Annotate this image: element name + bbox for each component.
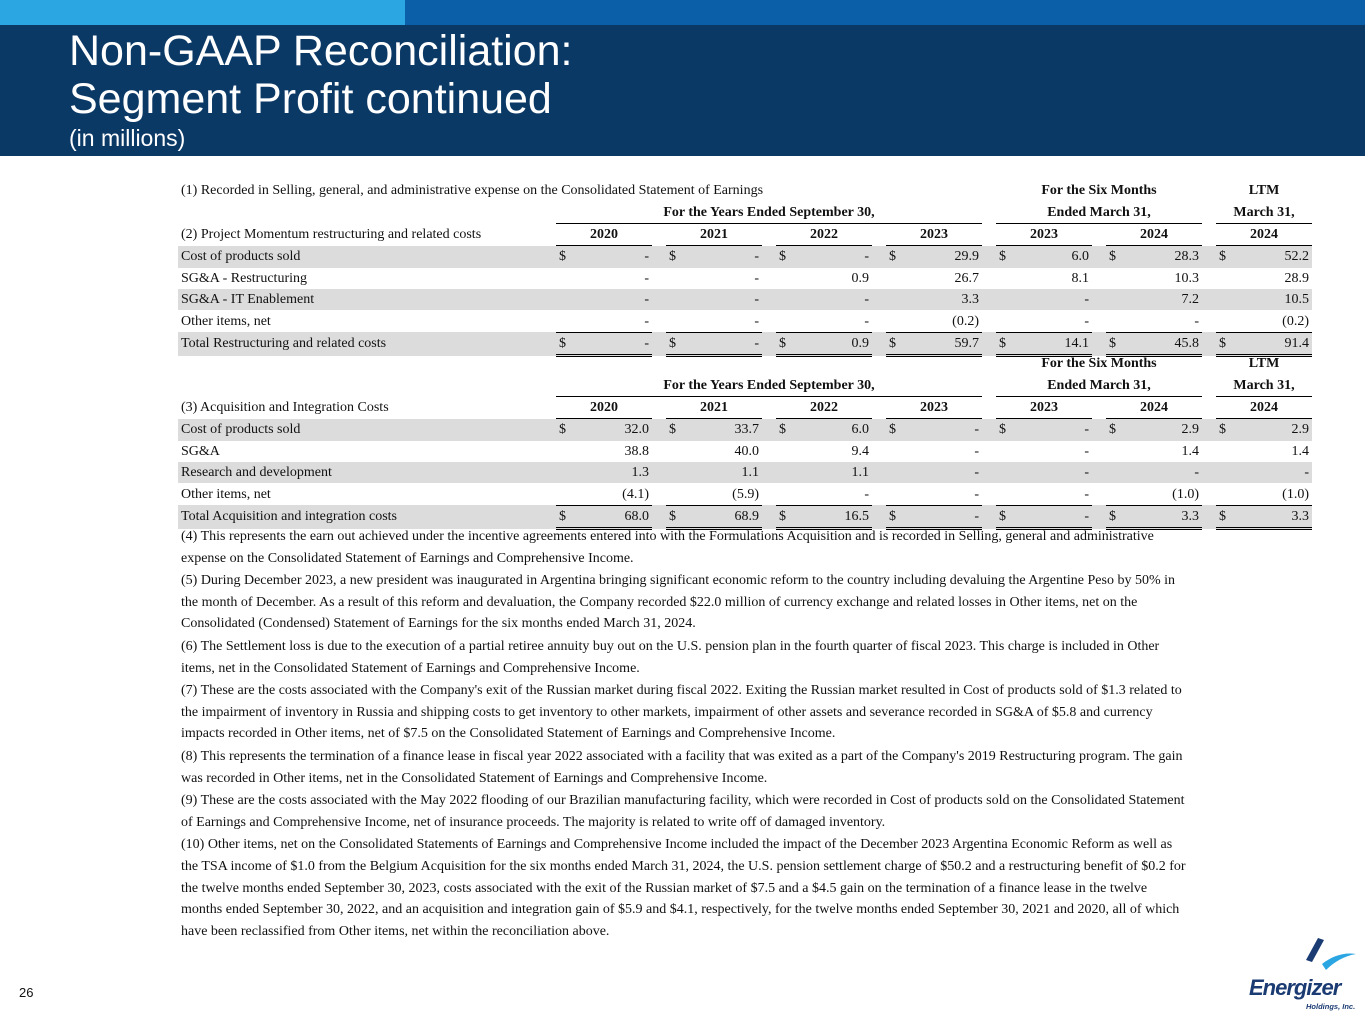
table2-currency-symbol (1216, 483, 1262, 505)
table1-cell-value: 59.7 (932, 332, 982, 355)
table1-currency-symbol (1106, 310, 1152, 332)
table1-years-header: For the Years Ended September 30, (556, 201, 982, 223)
table2-years-header: For the Years Ended September 30, (556, 374, 982, 396)
table2-cell-value: 2.9 (1262, 419, 1312, 441)
table1-currency-symbol: $ (996, 246, 1042, 268)
table2-row (178, 419, 1312, 441)
table1-cell-value: 10.5 (1262, 289, 1312, 310)
page-number: 26 (19, 985, 34, 1000)
table1-six-months-header: For the Six Months (1041, 183, 1157, 199)
table1-march-header: March 31, (1216, 201, 1312, 223)
footnote: (6) The Settlement loss is due to the execution of a partial retiree annuity buy out on the U.S. pension plan in the fourth quarter of fiscal 2023. This charge is included in Other items, net in the Consolidated Statement of Earnings and Comprehensive Income. (181, 638, 1160, 676)
acquisition-table (178, 353, 1312, 530)
table2-currency-symbol (556, 462, 602, 483)
table2-cell-value: 1.1 (712, 462, 762, 483)
table1-currency-symbol (1216, 310, 1262, 332)
table1-col-year: 2023 (996, 223, 1092, 245)
table1-cell-value: 45.8 (1152, 332, 1202, 355)
table1-cell-value: 8.1 (1071, 270, 1089, 286)
table1-cell-value: 7.2 (1152, 289, 1202, 310)
table1-ltm-header: LTM (1248, 183, 1280, 199)
table1-currency-symbol: $ (1216, 332, 1262, 355)
table2-currency-symbol: $ (1106, 505, 1152, 528)
table1-currency-symbol (886, 268, 932, 289)
table2-currency-symbol (886, 441, 932, 462)
table2-cell-value: - (1042, 483, 1092, 505)
table1-currency-symbol (776, 289, 822, 310)
table1-cell-value: 0.9 (822, 332, 872, 355)
table2-six-months-header: For the Six Months (1041, 356, 1157, 372)
logo-swoosh-icon (1240, 930, 1360, 980)
table2-cell-value: 9.4 (851, 443, 869, 459)
table2-cell-value: - (932, 483, 982, 505)
table2-cell-value: - (822, 483, 872, 505)
table1-cell-value: 10.3 (1174, 270, 1199, 286)
table2-col-year: 2020 (556, 396, 652, 418)
table1-cell-value: - (712, 332, 762, 355)
table1-currency-symbol (996, 289, 1042, 310)
table2-currency-symbol (666, 462, 712, 483)
table2-col-year: 2023 (886, 396, 982, 418)
table1-currency-symbol (556, 268, 602, 289)
table1-col-year: 2022 (776, 223, 872, 245)
table2-march-header: March 31, (1216, 374, 1312, 396)
footnotes (181, 526, 1191, 943)
table1-currency-symbol (1216, 289, 1262, 310)
table2-cell-value: (4.1) (602, 483, 652, 505)
table1-cell-value: 29.9 (932, 246, 982, 268)
table2-row (178, 441, 1312, 462)
table2-currency-symbol: $ (556, 419, 602, 441)
table1-col-year: 2024 (1216, 223, 1312, 245)
table2-cell-value: 6.0 (822, 419, 872, 441)
table1-header-row-2 (178, 201, 1312, 223)
table1-cell-value: - (602, 310, 652, 332)
table2-header-row-1 (178, 353, 1312, 374)
table1-cell-value: 91.4 (1262, 332, 1312, 355)
table2-currency-symbol (996, 483, 1042, 505)
table1-row-label: Other items, net (181, 313, 271, 329)
slide-header (0, 25, 1365, 156)
table2-cell-value: 1.3 (602, 462, 652, 483)
table1-cell-value: - (1042, 310, 1092, 332)
table1-cell-value: (0.2) (932, 310, 982, 332)
table1-cell-value: 26.7 (954, 270, 979, 286)
table1-note: (1) Recorded in Selling, general, and administrative expense on the Consolidated Statement of Earnings (181, 183, 764, 199)
logo-subtext: Holdings, Inc. (1306, 1002, 1356, 1011)
table1-currency-symbol: $ (1106, 332, 1152, 355)
table2-currency-symbol (886, 483, 932, 505)
footnote: (7) These are the costs associated with the Company's exit of the Russian market during fiscal 2022. Exiting the Russian market resulted in Cost of products sold of $1.3 related to the impairment of inventory in Russia and shipping costs to get inventory to other markets, impairment of other assets and severance recorded in SG&A of $5.8 and currency impacts recorded in Other items, net of $7.5 on the Consolidated Statement of Earnings and Comprehensive Income. (181, 683, 1182, 742)
table1-currency-symbol (886, 289, 932, 310)
table2-col-year: 2021 (666, 396, 762, 418)
table1-cell-value: 3.3 (932, 289, 982, 310)
table1-currency-symbol (556, 310, 602, 332)
table1-currency-symbol: $ (776, 246, 822, 268)
table1-section-label: (2) Project Momentum restructuring and related costs (181, 226, 482, 242)
table1-year-row (178, 223, 1312, 245)
table2-cell-value: 2.9 (1152, 419, 1202, 441)
table2-section-label: (3) Acquisition and Integration Costs (181, 399, 389, 415)
table2-currency-symbol: $ (556, 505, 602, 528)
table1-row (178, 289, 1312, 310)
slide-subtitle: (in millions) (69, 125, 186, 151)
table1-cell-value: - (822, 289, 872, 310)
footnote: (5) During December 2023, a new president was inaugurated in Argentina bringing significant economic reform to the country including devaluing the Argentine Peso by 50% in the month of December. As a result of this reform and devaluation, the Company recorded $22.0 million of currency exchange and related losses in Other items, net on the Consolidated (Condensed) Statement of Earnings for the six months ended March 31, 2024. (181, 573, 1176, 632)
table2-row-label: Other items, net (181, 486, 271, 502)
table2-cell-value: - (1152, 462, 1202, 483)
footnote: (4) This represents the earn out achieved under the incentive agreements entered into with the Formulations Acquisition and is recorded in Selling, general and administrative expense on the Consolidated Statement of Earnings and Comprehensive Income. (181, 529, 1154, 566)
table1-currency-symbol (666, 310, 712, 332)
table1-row-label: SG&A - IT Enablement (178, 289, 556, 310)
table2-row-label: Research and development (178, 462, 556, 483)
table1-currency-symbol: $ (666, 246, 712, 268)
table2-cell-value: (5.9) (712, 483, 762, 505)
table2-cell-value: 68.0 (602, 505, 652, 528)
table2-cell-value: - (932, 505, 982, 528)
table1-cell-value: 0.9 (851, 270, 869, 286)
table2-currency-symbol (666, 483, 712, 505)
table2-body (178, 419, 1312, 529)
table1-col-year: 2024 (1106, 223, 1202, 245)
footnote: (9) These are the costs associated with the May 2022 flooding of our Brazilian manufacturing facility, which were recorded in Cost of products sold on the Consolidated Statement of Earnings and Comprehensive Income, net of insurance proceeds. The majority is related to write off of damaged inventory. (181, 793, 1185, 830)
table1-row-label: Total Restructuring and related costs (178, 332, 556, 355)
table2-currency-symbol (1106, 462, 1152, 483)
table2-currency-symbol (996, 441, 1042, 462)
table2-currency-symbol (556, 441, 602, 462)
table1-cell-value: - (644, 270, 649, 286)
table2-row-label: Cost of products sold (178, 419, 556, 441)
table2-currency-symbol (1216, 462, 1262, 483)
table2-cell-value: - (1042, 419, 1092, 441)
table1-cell-value: - (602, 332, 652, 355)
table2-cell-value: - (1084, 443, 1089, 459)
table1-cell-value: - (1152, 310, 1202, 332)
table2-currency-symbol: $ (1216, 419, 1262, 441)
table2-cell-value: - (932, 419, 982, 441)
table2-cell-value: - (974, 443, 979, 459)
table1-cell-value: - (754, 270, 759, 286)
table2-currency-symbol: $ (1216, 505, 1262, 528)
table1-cell-value: 14.1 (1042, 332, 1092, 355)
table1-body (178, 246, 1312, 356)
table1-cell-value: 28.9 (1284, 270, 1309, 286)
table2-cell-value: 1.4 (1291, 443, 1309, 459)
table1-row (178, 310, 1312, 332)
table1-col-year: 2023 (886, 223, 982, 245)
table2-col-year: 2024 (1106, 396, 1202, 418)
table2-currency-symbol (996, 462, 1042, 483)
table1-cell-value: - (712, 310, 762, 332)
table1-currency-symbol (776, 268, 822, 289)
table2-currency-symbol: $ (996, 505, 1042, 528)
table2-cell-value: 1.4 (1181, 443, 1199, 459)
table1-currency-symbol (1216, 268, 1262, 289)
table2-col-year: 2023 (996, 396, 1092, 418)
table2-cell-value: - (932, 462, 982, 483)
table1-row (178, 246, 1312, 268)
table1-currency-symbol (996, 268, 1042, 289)
top-accent-bar-dark (405, 0, 1365, 25)
table2-ended-march-header: Ended March 31, (996, 374, 1202, 396)
table2-currency-symbol: $ (666, 505, 712, 528)
table1-currency-symbol: $ (996, 332, 1042, 355)
table2-header-row-2 (178, 374, 1312, 396)
logo-wordmark: Energizer (1249, 975, 1341, 1000)
table2-year-row (178, 396, 1312, 418)
table2-row-label: Total Acquisition and integration costs (178, 505, 556, 528)
table1-row-label: SG&A - Restructuring (181, 270, 307, 286)
table1-cell-value: (0.2) (1262, 310, 1312, 332)
table2-cell-value: 3.3 (1262, 505, 1312, 528)
table2-currency-symbol (776, 483, 822, 505)
table1-currency-symbol: $ (666, 332, 712, 355)
table2-cell-value: - (1042, 505, 1092, 528)
table2-cell-value: 38.8 (624, 443, 649, 459)
table2-row (178, 462, 1312, 483)
table1-currency-symbol (776, 310, 822, 332)
table1-currency-symbol: $ (556, 332, 602, 355)
table2-currency-symbol (886, 462, 932, 483)
table2-cell-value: 33.7 (712, 419, 762, 441)
table1-cell-value: 52.2 (1262, 246, 1312, 268)
footnote: (8) This represents the termination of a finance lease in fiscal year 2022 associated with a facility that was exited as a part of the Company's 2019 Restructuring program. The gain was recorded in Other items, net in the Consolidated Statement of Earnings and Comprehensive Income. (181, 748, 1183, 786)
table1-cell-value: - (822, 246, 872, 268)
table2-currency-symbol (776, 441, 822, 462)
restructuring-table (178, 180, 1312, 357)
table1-col-year: 2020 (556, 223, 652, 245)
table1-cell-value: - (822, 310, 872, 332)
table2-cell-value: 16.5 (822, 505, 872, 528)
table1-cell-value: - (602, 289, 652, 310)
table1-currency-symbol (666, 289, 712, 310)
table1-row-label: Cost of products sold (178, 246, 556, 268)
table2-currency-symbol (1216, 441, 1262, 462)
table2-cell-value: 40.0 (734, 443, 759, 459)
table1-header-row-1 (178, 180, 1312, 201)
table1-currency-symbol (556, 289, 602, 310)
table1-currency-symbol (666, 268, 712, 289)
table1-row (178, 268, 1312, 289)
table1-currency-symbol (886, 310, 932, 332)
table1-cell-value: - (1042, 289, 1092, 310)
table2-currency-symbol (1106, 441, 1152, 462)
table1-cell-value: - (712, 289, 762, 310)
table2-currency-symbol (776, 462, 822, 483)
table2-currency-symbol: $ (776, 505, 822, 528)
table2-currency-symbol (1106, 483, 1152, 505)
table2-currency-symbol: $ (1106, 419, 1152, 441)
table2-cell-value: 68.9 (712, 505, 762, 528)
table2-ltm-header: LTM (1248, 356, 1280, 372)
title-line-2: Segment Profit continued (69, 75, 552, 123)
table1-currency-symbol (1106, 289, 1152, 310)
table1-currency-symbol: $ (556, 246, 602, 268)
table2-currency-symbol: $ (886, 419, 932, 441)
table1-currency-symbol: $ (776, 332, 822, 355)
table1-currency-symbol (1106, 268, 1152, 289)
table2-col-year: 2024 (1216, 396, 1312, 418)
table2-currency-symbol: $ (996, 419, 1042, 441)
table2-cell-value: 32.0 (602, 419, 652, 441)
table2-currency-symbol (666, 441, 712, 462)
slide-title (69, 27, 573, 123)
top-accent-bar-light (0, 0, 405, 25)
title-line-1: Non-GAAP Reconciliation: (69, 27, 573, 75)
table2-cell-value: - (1262, 462, 1312, 483)
energizer-logo (1240, 930, 1360, 1020)
table1-cell-value: - (602, 246, 652, 268)
footnote: (10) Other items, net on the Consolidated Statements of Earnings and Comprehensive Income included the impact of the December 2023 Argentina Economic Reform as well as the TSA income of $1.0 from the Belgium Acquisition for the six months ended March 31, 2024, the U.S. pension settlement charge of $50.2 and a restructuring benefit of $0.2 for the twelve months ended September 30, 2023, costs associated with the exit of the Russian market of $7.5 and a $4.5 gain on the termination of a finance lease in the twelve months ended September 30, 2022, and an acquisition and integration gain of $5.9 and $4.1, respectively, for the twelve months ended September 30, 2021 and 2020, all of which have been reclassified from Other items, net within the reconciliation above. (181, 837, 1186, 939)
table2-row (178, 483, 1312, 505)
table1-ended-march-header: Ended March 31, (996, 201, 1202, 223)
table2-row-label: SG&A (181, 443, 220, 459)
table2-cell-value: 3.3 (1152, 505, 1202, 528)
table1-cell-value: 6.0 (1042, 246, 1092, 268)
table1-cell-value: - (712, 246, 762, 268)
table1-col-year: 2021 (666, 223, 762, 245)
table1-currency-symbol: $ (886, 246, 932, 268)
table1-currency-symbol: $ (886, 332, 932, 355)
table2-currency-symbol: $ (666, 419, 712, 441)
table2-currency-symbol: $ (886, 505, 932, 528)
table1-currency-symbol: $ (1106, 246, 1152, 268)
table2-cell-value: (1.0) (1262, 483, 1312, 505)
table1-currency-symbol (996, 310, 1042, 332)
table1-currency-symbol: $ (1216, 246, 1262, 268)
table2-currency-symbol: $ (776, 419, 822, 441)
table2-currency-symbol (556, 483, 602, 505)
table2-col-year: 2022 (776, 396, 872, 418)
table2-cell-value: 1.1 (822, 462, 872, 483)
table2-cell-value: - (1042, 462, 1092, 483)
table1-cell-value: 28.3 (1152, 246, 1202, 268)
table2-cell-value: (1.0) (1152, 483, 1202, 505)
